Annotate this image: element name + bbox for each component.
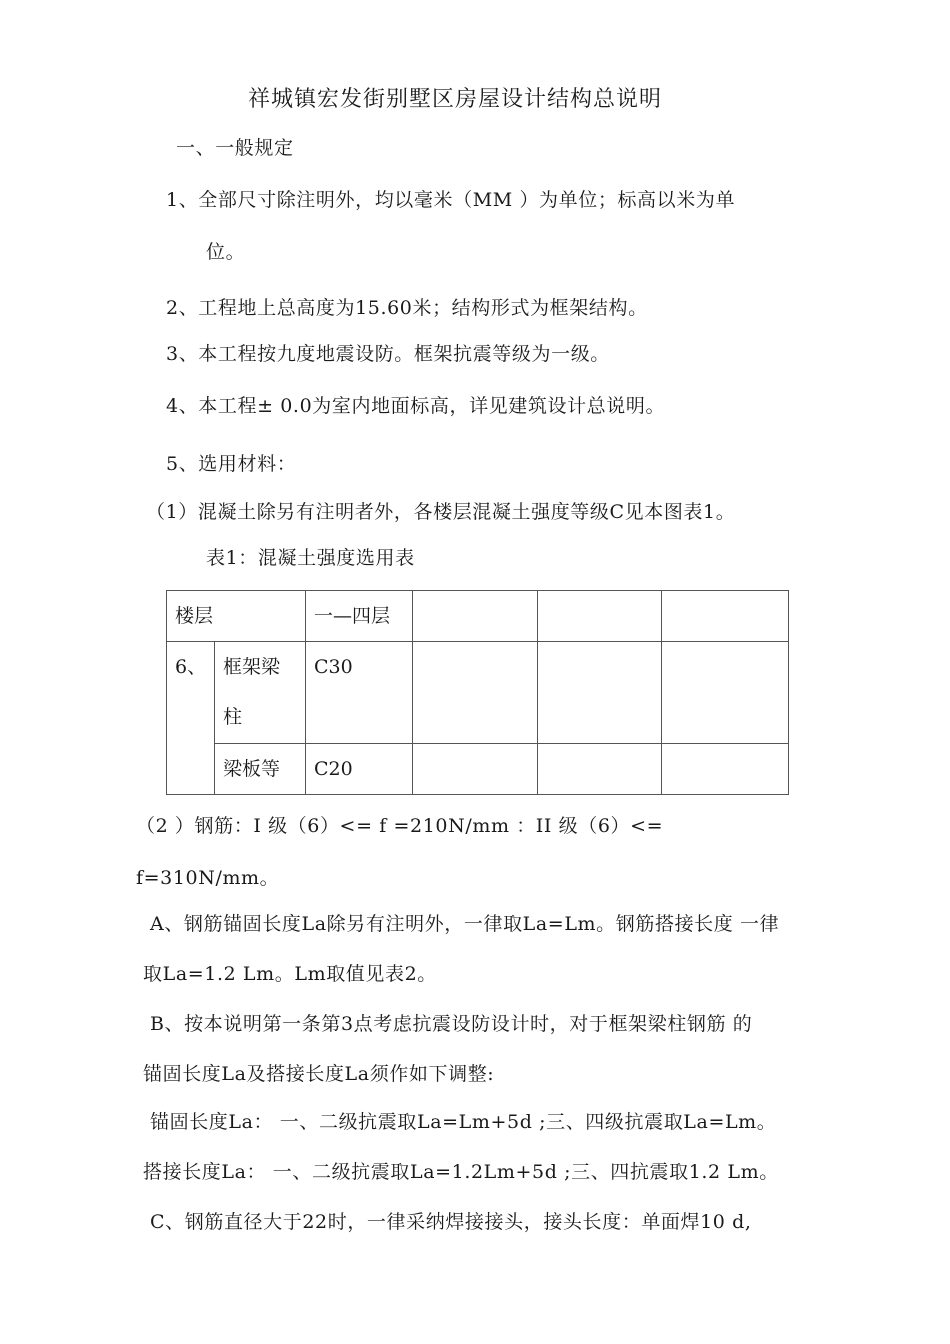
rebar-line-2: f=310N/mm。 xyxy=(136,867,280,889)
table-cell xyxy=(413,642,538,744)
item-1-line-1: 1、全部尺寸除注明外，均以毫米（MM ）为单位；标高以米为单 xyxy=(166,189,736,211)
table-row-value: C30 xyxy=(306,642,413,744)
page-title: 祥城镇宏发街别墅区房屋设计结构总说明 xyxy=(248,87,663,112)
table-header-row xyxy=(167,591,789,642)
table-row-value: C20 xyxy=(306,744,413,795)
sub-item-1: （1）混凝土除另有注明者外，各楼层混凝土强度等级C见本图表1。 xyxy=(146,501,736,523)
rebar-a-line-2: 取La=1.2 Lm。Lm取值见表2。 xyxy=(143,963,437,985)
anchor-length: 锚固长度La： 一、二级抗震取La=Lm+5d ;三、四级抗震取La=Lm。 xyxy=(150,1111,777,1133)
lap-length: 搭接长度La： 一、二级抗震取La=1.2Lm+5d ;三、四抗震取1.2 Lm。 xyxy=(143,1161,779,1183)
rebar-b-line-1: B、按本说明第一条第3点考虑抗震设防设计时，对于框架梁柱钢筋 的 xyxy=(150,1013,753,1035)
table-cell xyxy=(662,591,789,642)
rebar-line-1: （2 ）钢筋：I 级（6）<= f =210N/mm ：II 级（6）<= xyxy=(136,815,664,837)
item-4: 4、本工程± 0.0为室内地面标高，详见建筑设计总说明。 xyxy=(166,395,666,417)
table-cell xyxy=(538,744,662,795)
table-row-label: 梁板等 xyxy=(215,744,306,795)
rebar-b-line-2: 锚固长度La及搭接长度La须作如下调整: xyxy=(143,1063,495,1085)
concrete-strength-table xyxy=(166,590,789,795)
table-row xyxy=(167,642,789,744)
item-2: 2、工程地上总高度为15.60米；结构形式为框架结构。 xyxy=(166,297,648,319)
table-row-label: 框架梁柱 xyxy=(215,642,306,744)
rebar-a-line-1: A、钢筋锚固长度La除另有注明外，一律取La=Lm。钢筋搭接长度 一律 xyxy=(150,913,780,935)
item-3: 3、本工程按九度地震设防。框架抗震等级为一级。 xyxy=(166,343,610,365)
table-row xyxy=(167,744,789,795)
table-row-group-label: 6、 xyxy=(167,642,215,795)
table-cell xyxy=(413,591,538,642)
table-cell xyxy=(413,744,538,795)
table-header-label: 楼层 xyxy=(167,591,306,642)
rebar-c-line-1: C、钢筋直径大于22时，一律采纳焊接接头，接头长度：单面焊10 d, xyxy=(150,1211,752,1233)
section-heading: 一、一般规定 xyxy=(176,137,294,159)
table-cell xyxy=(538,642,662,744)
table-cell xyxy=(662,744,789,795)
table-cell xyxy=(538,591,662,642)
item-5: 5、选用材料： xyxy=(166,453,297,475)
table-cell xyxy=(662,642,789,744)
item-1-line-2: 位。 xyxy=(206,241,246,263)
table-header-floor: 一—四层 xyxy=(306,591,413,642)
table-caption: 表1：混凝土强度选用表 xyxy=(206,547,415,569)
